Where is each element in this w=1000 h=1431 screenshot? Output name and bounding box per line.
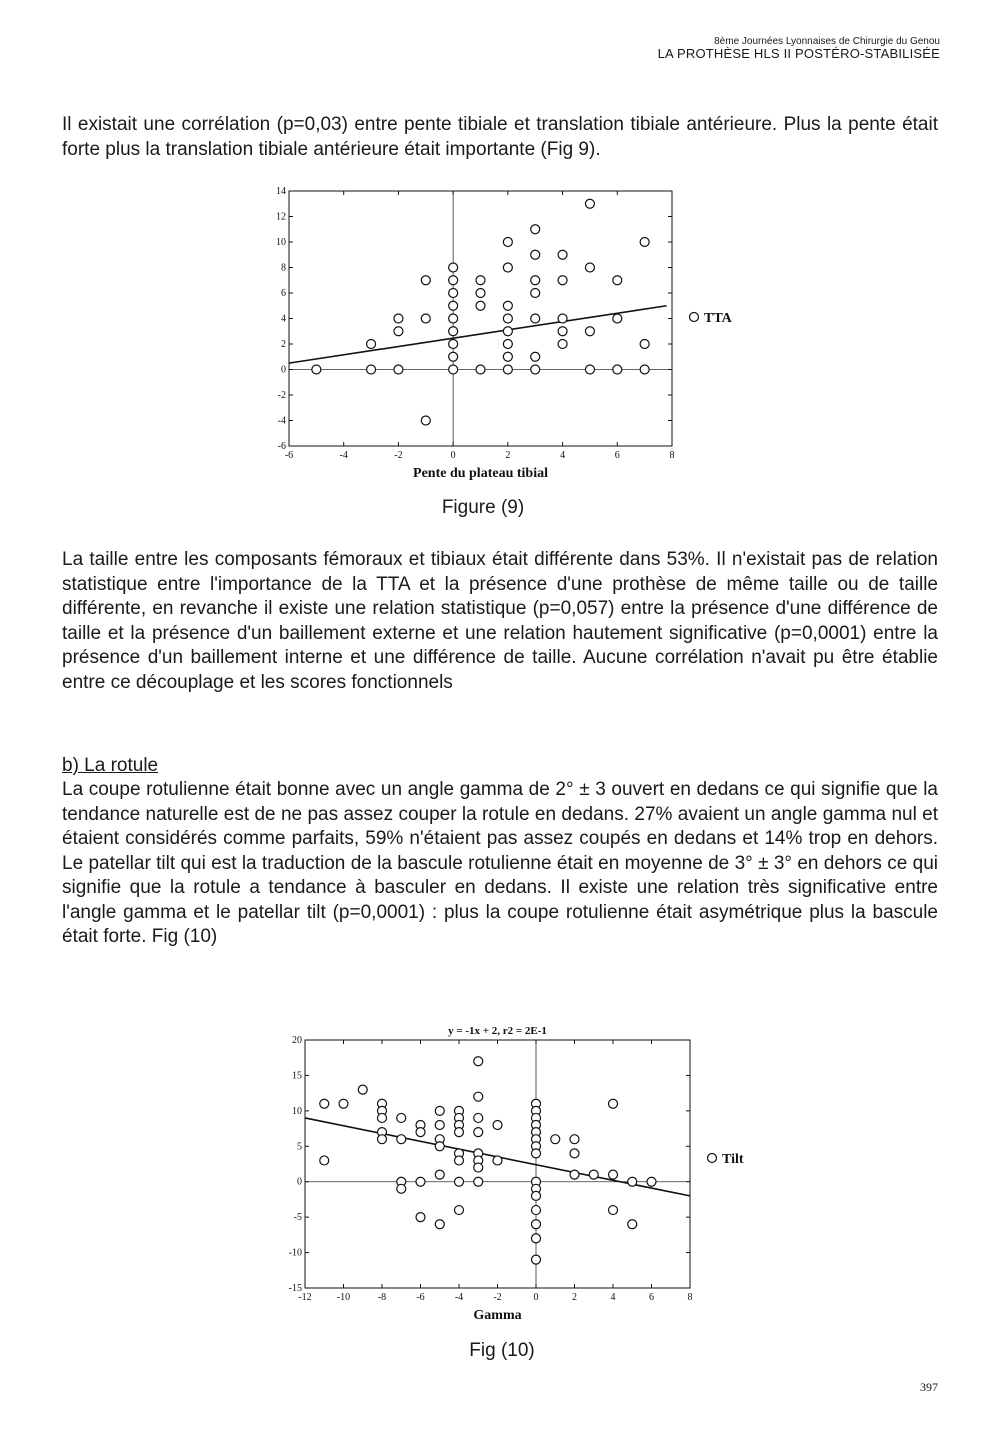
data-point (397, 1113, 406, 1122)
y-tick-label: 0 (297, 1176, 302, 1188)
paragraph-1: Il existait une corrélation (p=0,03) entre pente tibiale et translation tibiale antérieure. Plus la pente était forte plus la translation tibiale antérieure était importante (Fig 9). (62, 114, 938, 160)
legend-marker (708, 1154, 717, 1163)
data-point (570, 1149, 579, 1158)
x-tick-label: -4 (454, 1292, 464, 1303)
data-point (532, 1220, 541, 1229)
data-point (532, 1255, 541, 1264)
y-tick-label: 8 (281, 262, 286, 274)
data-point (493, 1156, 502, 1165)
page-number: 397 (920, 1380, 938, 1394)
data-point (609, 1206, 618, 1215)
x-tick-label: -10 (336, 1292, 351, 1303)
y-tick-label: -6 (277, 441, 286, 452)
data-point (378, 1113, 387, 1122)
data-point (628, 1177, 637, 1186)
x-tick-label: 4 (610, 1292, 616, 1303)
data-point (647, 1177, 656, 1186)
legend-label: TTA (704, 311, 732, 326)
x-axis-label: Pente du plateau tibial (413, 466, 548, 481)
data-point (609, 1099, 618, 1108)
x-tick-label: 8 (687, 1292, 693, 1303)
chart-title: y = -1x + 2, r2 = 2E-1 (448, 1025, 547, 1037)
data-point (474, 1128, 483, 1137)
legend-label: Tilt (722, 1152, 744, 1167)
x-tick-label: 2 (572, 1292, 577, 1303)
data-point (532, 1234, 541, 1243)
x-tick-label: 6 (614, 450, 620, 461)
y-tick-label: 6 (281, 288, 286, 299)
x-tick-label: 0 (450, 450, 456, 461)
figure-9-caption: Figure (9) (441, 497, 525, 518)
x-tick-label: -4 (339, 450, 348, 461)
data-point (532, 1191, 541, 1200)
data-point (551, 1135, 560, 1144)
x-tick-label: 0 (533, 1292, 539, 1303)
data-point (416, 1213, 425, 1222)
y-tick-label: -5 (293, 1212, 302, 1224)
data-point (416, 1177, 425, 1186)
y-tick-label: 15 (292, 1070, 302, 1082)
y-tick-label: 2 (281, 339, 286, 350)
data-point (435, 1170, 444, 1179)
data-point (378, 1135, 387, 1144)
y-tick-label: 5 (297, 1141, 302, 1153)
x-tick-label: 6 (649, 1292, 654, 1303)
data-point (532, 1149, 541, 1158)
y-tick-label: 14 (276, 186, 286, 197)
data-point (570, 1135, 579, 1144)
data-point (435, 1220, 444, 1229)
data-point (435, 1121, 444, 1130)
y-tick-label: -2 (277, 390, 286, 401)
data-point (455, 1128, 464, 1137)
data-point (455, 1177, 464, 1186)
header-conference: 8ème Journées Lyonnaises de Chirurgie du Genou (714, 36, 940, 47)
paragraph-3: La coupe rotulienne était bonne avec un angle gamma de 2° ± 3 ouvert en dedans ce qui signifie que la tendance naturelle est de ne pas assez couper la rotule en dedans. 27% avaient un angle gamma nul et étaient considérés comme parfaits, 59% n'étaient pas assez coupés en dedans et 14% trop en dehors. Le patellar tilt qui est la traduction de la bascule rotulienne était en moyenne de 3° ± 3° en dehors ce qui signifie que la rotule a tendance à basculer en dedans. Il existe une relation très significative entre l'angle gamma et le patellar tilt (p=0,0001) : plus la coupe rotulienne était asymétrique plus la bascule était forte. Fig (10) (62, 779, 938, 947)
y-tick-label: -10 (288, 1247, 302, 1259)
data-point (474, 1163, 483, 1172)
data-point (609, 1170, 618, 1179)
figure-10-caption: Fig (10) (469, 1340, 535, 1361)
data-point (397, 1135, 406, 1144)
data-point (416, 1128, 425, 1137)
x-tick-label: -2 (493, 1292, 502, 1303)
data-point (474, 1113, 483, 1122)
data-point (435, 1106, 444, 1115)
paragraph-2: La taille entre les composants fémoraux et tibiaux était différente dans 53%. Il n'existait pas de relation statistique entre l'importance de la TTA et la présence d'une prothèse de même taille ou de taille différente, en revanche il existe une relation statistique (p=0,057) entre la présence d'une différence de taille et la présence d'un baillement externe et une relation hautement significative (p=0,0001) entre la présence d'un baillement interne et une différence de taille. Aucune corrélation n'avait pu être établie entre ce découplage et les scores fonctionnels (62, 549, 938, 693)
x-tick-label: -8 (377, 1292, 387, 1303)
y-tick-label: -15 (288, 1283, 302, 1294)
data-point (397, 1184, 406, 1193)
data-point (493, 1121, 502, 1130)
section-b-heading: b) La rotule (62, 755, 159, 776)
data-point (358, 1085, 367, 1094)
data-point (474, 1092, 483, 1101)
data-point (339, 1099, 348, 1108)
y-tick-label: 0 (281, 364, 286, 376)
data-point (589, 1170, 598, 1179)
y-tick-label: 10 (292, 1105, 302, 1117)
x-tick-label: -2 (394, 450, 403, 461)
data-point (455, 1206, 464, 1215)
data-point (474, 1177, 483, 1186)
data-point (532, 1206, 541, 1215)
data-point (435, 1142, 444, 1151)
x-tick-label: -12 (298, 1292, 312, 1303)
data-point (320, 1099, 329, 1108)
x-tick-label: -6 (416, 1292, 425, 1303)
data-point (455, 1156, 464, 1165)
y-tick-label: 12 (276, 211, 286, 223)
y-tick-label: 10 (276, 237, 286, 248)
data-point (474, 1057, 483, 1066)
y-tick-label: 4 (281, 313, 286, 325)
data-point (320, 1156, 329, 1165)
x-tick-label: 2 (505, 450, 511, 461)
x-tick-label: 4 (560, 450, 566, 461)
y-tick-label: -4 (277, 415, 286, 427)
header-title: LA PROTHÈSE HLS II POSTÉRO-STABILISÉE (657, 46, 940, 61)
x-tick-label: 8 (669, 450, 675, 461)
data-point (570, 1170, 579, 1179)
y-tick-label: 20 (292, 1035, 302, 1046)
x-axis-label: Gamma (473, 1308, 522, 1323)
data-point (628, 1220, 637, 1229)
x-tick-label: -6 (284, 450, 294, 461)
